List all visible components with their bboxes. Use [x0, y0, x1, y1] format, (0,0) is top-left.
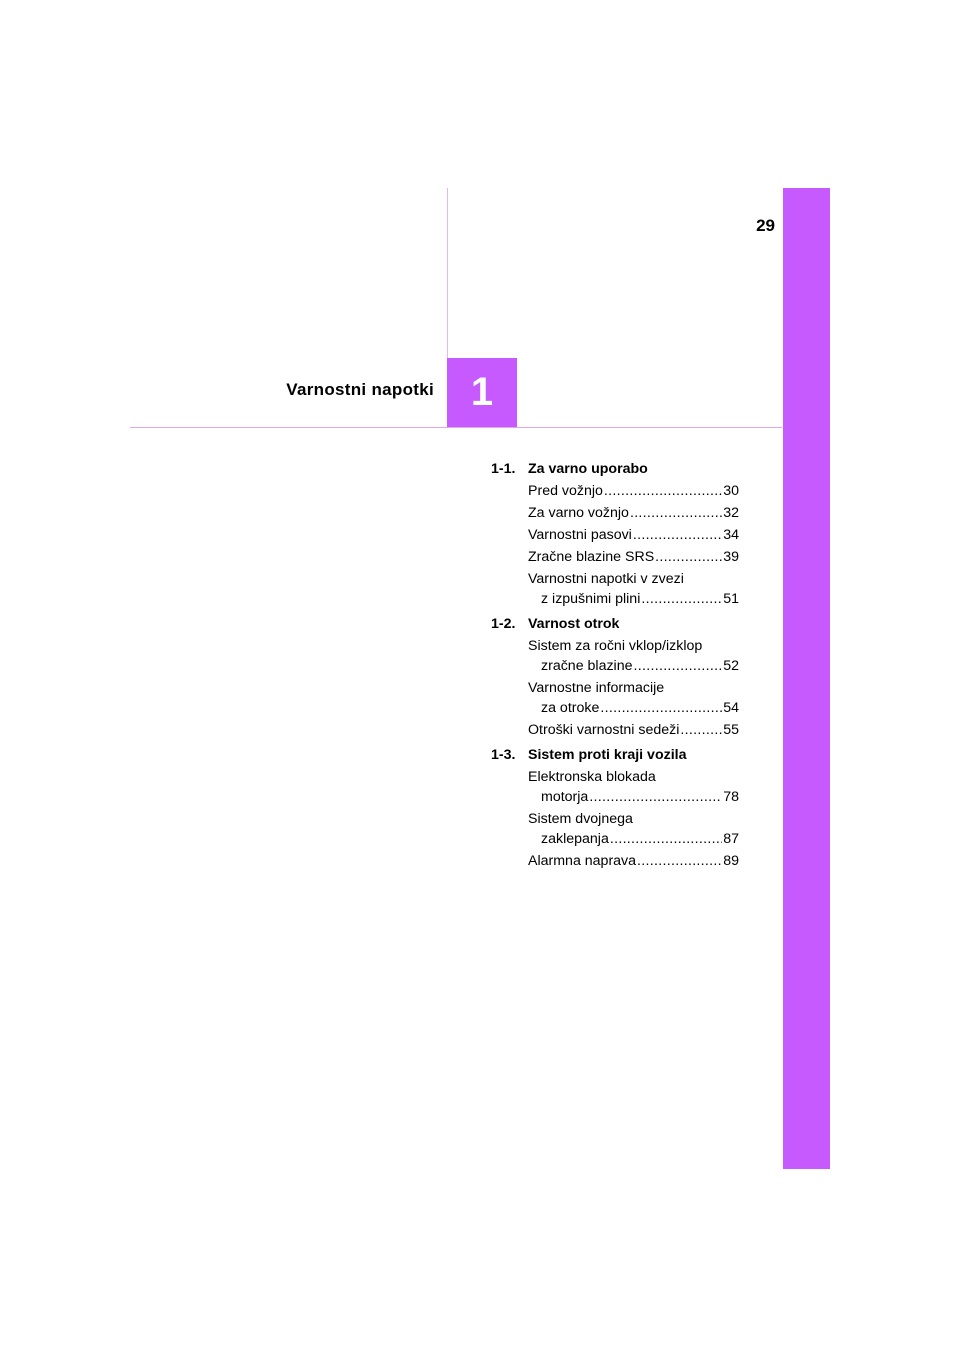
dot-leader — [637, 851, 722, 871]
section-heading[interactable] — [491, 745, 739, 765]
toc-entry-line — [528, 720, 739, 740]
dot-leader — [630, 503, 722, 523]
toc-entry[interactable] — [528, 678, 739, 718]
toc-entry-title: za otroke — [541, 700, 600, 716]
dot-leader — [604, 481, 722, 501]
toc-entry-line — [528, 636, 739, 656]
toc-entry-title: Varnostne informacije — [528, 680, 665, 696]
dot-leader — [600, 698, 722, 718]
toc-entry[interactable] — [528, 569, 739, 609]
toc-entry-title: motorja — [541, 789, 589, 805]
toc-entry-page: 30 — [723, 483, 739, 499]
dot-leader — [634, 656, 723, 676]
toc-entry[interactable] — [528, 481, 739, 501]
chapter-side-tab — [783, 188, 830, 1169]
toc-entry-line — [528, 698, 739, 718]
toc-entry-page: 89 — [723, 853, 739, 869]
section-title: Sistem proti kraji vozila — [528, 747, 687, 763]
section-heading[interactable] — [491, 459, 739, 479]
section-number: 1-3. — [491, 747, 516, 763]
toc-entry[interactable] — [528, 636, 739, 676]
toc-entry-page: 87 — [723, 831, 739, 847]
toc-entry[interactable] — [528, 525, 739, 545]
toc-entry-title: Za varno vožnjo — [528, 505, 629, 521]
toc-entry-page: 32 — [723, 505, 739, 521]
toc-entry-title: Elektronska blokada — [528, 769, 656, 785]
toc-entry-page: 78 — [723, 789, 739, 805]
toc-entry-title: Varnostni pasovi — [528, 527, 632, 543]
dot-leader — [589, 787, 722, 807]
dot-leader — [655, 547, 722, 567]
toc-entry-title: Varnostni napotki v zvezi — [528, 571, 684, 587]
toc-entry-line — [528, 678, 739, 698]
toc-entry-title: Otroški varnostni sedeži — [528, 722, 680, 738]
section-number: 1-1. — [491, 461, 516, 477]
toc-entry-line — [528, 787, 739, 807]
section-number: 1-2. — [491, 616, 516, 632]
toc-entry-title: z izpušnimi plini — [541, 591, 641, 607]
toc-entry-line — [528, 481, 739, 501]
toc-entry-title: Alarmna naprava — [528, 853, 637, 869]
toc-entry-line — [528, 767, 739, 787]
toc-entry[interactable] — [528, 720, 739, 740]
toc-entry-page: 55 — [723, 722, 739, 738]
vertical-rule — [447, 188, 448, 358]
toc-section — [491, 614, 739, 740]
toc-entry-line — [528, 503, 739, 523]
toc-entry-title: zaklepanja — [541, 831, 609, 847]
section-title: Varnost otrok — [528, 616, 620, 632]
dot-leader — [680, 720, 722, 740]
toc-entry[interactable] — [528, 503, 739, 523]
toc-entry-title: Pred vožnjo — [528, 483, 603, 499]
chapter-number-box: 1 — [447, 358, 517, 427]
dot-leader — [610, 829, 722, 849]
toc-entry[interactable] — [528, 547, 739, 567]
toc-entry-page: 51 — [723, 591, 739, 607]
horizontal-rule — [130, 427, 782, 428]
toc-entry-line — [528, 809, 739, 829]
toc-entry-page: 52 — [723, 658, 739, 674]
toc-entry-line — [528, 569, 739, 589]
toc-entry-title: zračne blazine — [541, 658, 633, 674]
toc-section — [491, 745, 739, 871]
toc-entry-line — [528, 525, 739, 545]
toc-entry-page: 39 — [723, 549, 739, 565]
toc-entry-page: 54 — [723, 700, 739, 716]
toc-entry-title: Sistem za ročni vklop/izklop — [528, 638, 703, 654]
toc-entry-line — [528, 589, 739, 609]
toc-entry-page: 34 — [723, 527, 739, 543]
toc-entry-line — [528, 656, 739, 676]
toc-entry[interactable] — [528, 851, 739, 871]
dot-leader — [633, 525, 722, 545]
toc-entry-title: Zračne blazine SRS — [528, 549, 655, 565]
toc-entry-line — [528, 851, 739, 871]
section-heading[interactable] — [491, 614, 739, 634]
toc-entry-line — [528, 829, 739, 849]
table-of-contents — [491, 459, 739, 873]
section-title: Za varno uporabo — [528, 461, 648, 477]
chapter-title: Varnostni napotki — [286, 380, 434, 399]
toc-entry-line — [528, 547, 739, 567]
page-number: 29 — [756, 216, 775, 235]
toc-entry[interactable] — [528, 809, 739, 849]
toc-section — [491, 459, 739, 609]
toc-entry-title: Sistem dvojnega — [528, 811, 633, 827]
toc-entry[interactable] — [528, 767, 739, 807]
dot-leader — [641, 589, 722, 609]
